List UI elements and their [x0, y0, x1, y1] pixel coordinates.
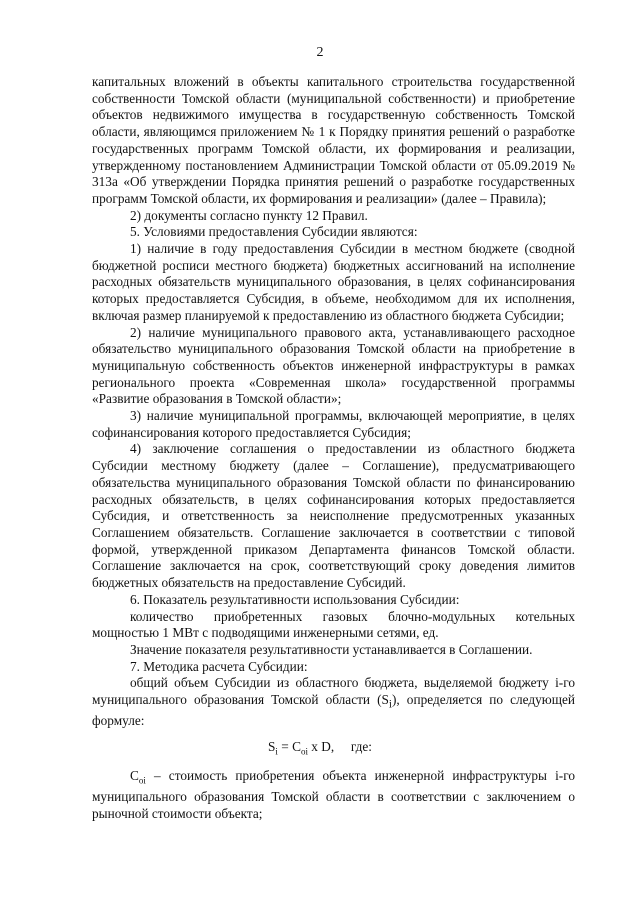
- body-text: [92, 74, 575, 730]
- paragraph-indicator: количество приобретенных газовых блочно-модульных котельных мощностью 1 МВт с подводящими инженерными сетями, ед.: [92, 608, 575, 641]
- paragraph-conditions-heading: 5. Условиями предоставления Субсидии являются:: [130, 224, 418, 240]
- paragraph-condition-4: 4) заключение соглашения о предоставлении из областного бюджета Субсидии местному бюджету (далее – Соглашение), предусматривающего обязательства муниципального образования Томской области по финансированию расходных обязательств, в целях софинансирования которых предоставляется Субсидия, и ответственность за неисполнение предусмотренных указанных Соглашением обязательств. Соглашение заключается в соответствии с типовой формой, утвержденной приказом Департамента финансов Томской области. Соглашение заключается на срок, соответствующий сроку доведения лимитов бюджетных обязательств на предоставление Субсидий.: [92, 441, 575, 591]
- definition-text: – стоимость приобретения объекта инженерной инфраструктуры i-го муниципального образования Томской области в соответствии с заключением о рыночной стоимости объекта;: [92, 768, 575, 822]
- formula: [0, 738, 640, 761]
- paragraph-documents: 2) документы согласно пункту 12 Правил.: [130, 207, 368, 223]
- formula-mid-subscript: oi: [300, 746, 308, 757]
- method-text: общий объем Субсидии из областного бюджета, выделяемой бюджету i-го муниципального образования Томской области (S: [92, 675, 575, 708]
- definition-subscript: oi: [138, 775, 146, 786]
- formula-where: где:: [350, 739, 372, 754]
- paragraph-definition: [92, 768, 575, 823]
- paragraph-condition-1: 1) наличие в году предоставления Субсидии в местном бюджете (сводной бюджетной росписи местного бюджета) бюджетных ассигнований на исполнение расходных обязательств муниципального образования, в целях софинансирования которых предоставляется Субсидия, в объеме, необходимом для их исполнения, включая размер планируемой к предоставлению из областного бюджета Субсидии;: [92, 241, 575, 323]
- method-subscript: i: [388, 698, 392, 711]
- paragraph-method: [92, 675, 575, 730]
- paragraph-condition-2: 2) наличие муниципального правового акта, устанавливающего расходное обязательство муниципального образования Томской области на приобретение в муниципальную собственность объектов инженерной инфраструктуры в рамках регионального проекта «Современная школа» государственной программы «Развитие образования в Томской области»;: [92, 324, 575, 407]
- formula-lhs-subscript: i: [275, 746, 278, 757]
- formula-mid: = C: [277, 739, 301, 754]
- paragraph-indicator-heading: 6. Показатель результативности использования Субсидии:: [130, 591, 460, 607]
- page-number: 2: [316, 45, 324, 60]
- formula-rhs: x D,: [307, 739, 335, 754]
- definition-block: [92, 768, 575, 823]
- formula-lhs: S: [268, 739, 276, 754]
- paragraph-rules-reference: капитальных вложений в объекты капитального строительства государственной собственности Томской области (муниципальной собственности) и приобретение объектов недвижимого имущества в государственную собственность Томской области, являющимся приложением № 1 к Порядку принятия решений о разработке государственных программ Томской области, их формирования и реализации, утвержденному постановлением Администрации Томской области от 05.09.2019 № 313а «Об утверждении Порядка принятия решений о разработке государственных программ Томской области, их формирования и реализации» (далее – Правила);: [92, 74, 575, 206]
- method-text-after: ), определяется по следующей формуле:: [92, 692, 575, 729]
- definition-symbol: C: [130, 768, 139, 783]
- paragraph-condition-3: 3) наличие муниципальной программы, включающей мероприятие, в целях софинансирования которого предоставляется Субсидия;: [92, 408, 575, 440]
- paragraph-indicator-value: Значение показателя результативности устанавливается в Соглашении.: [130, 641, 533, 657]
- paragraph-method-heading: 7. Методика расчета Субсидии:: [130, 658, 308, 674]
